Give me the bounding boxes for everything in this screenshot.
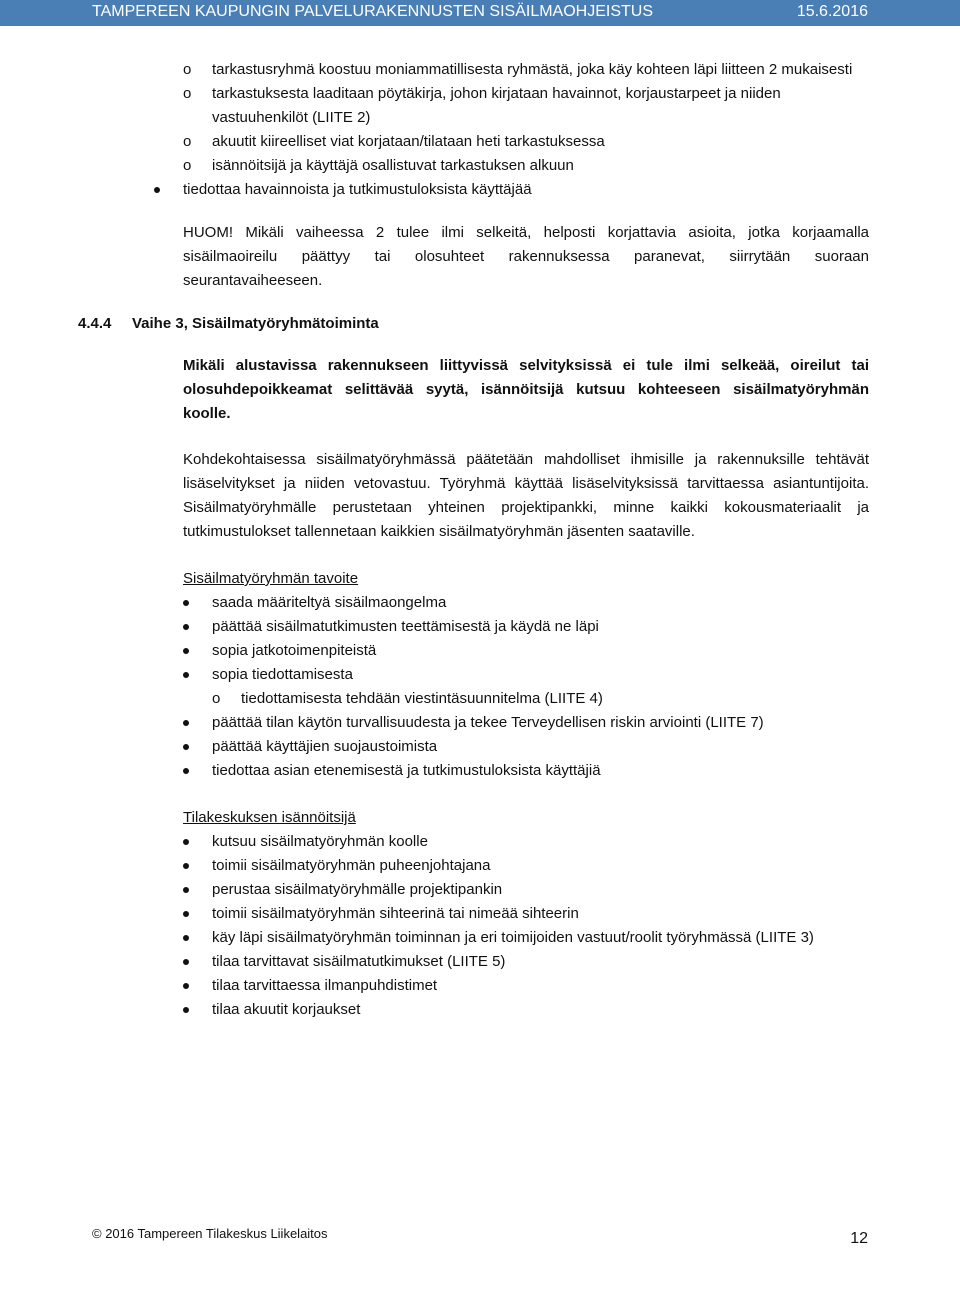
bullet-icon bbox=[183, 863, 189, 869]
tilakeskus-list bbox=[183, 830, 869, 1022]
list-item: toimii sisäilmatyöryhmän sihteerinä tai nimeää sihteerin bbox=[183, 902, 869, 926]
page-header bbox=[0, 0, 960, 26]
section-number: 4.4.4 bbox=[78, 315, 112, 332]
list-item: tiedottaa havainnoista ja tutkimustuloksista käyttäjää bbox=[154, 178, 869, 202]
bullet-icon bbox=[183, 983, 189, 989]
section-heading bbox=[78, 312, 869, 336]
document-body bbox=[78, 58, 869, 1022]
header-date: 15.6.2016 bbox=[796, 3, 868, 20]
bullet-icon bbox=[183, 959, 189, 965]
list-item: kutsuu sisäilmatyöryhmän koolle bbox=[183, 830, 869, 854]
bullet-icon bbox=[183, 839, 189, 845]
bullet-icon bbox=[183, 624, 189, 630]
sub-bullet-marker: o bbox=[212, 690, 221, 707]
list-item: sopia jatkotoimenpiteistä bbox=[183, 639, 869, 663]
list-item: päättää käyttäjien suojaustoimista bbox=[183, 735, 869, 759]
bullet-icon bbox=[183, 1007, 189, 1013]
list-item: tilaa akuutit korjaukset bbox=[183, 998, 869, 1022]
goals-list bbox=[183, 591, 869, 783]
bullet-icon bbox=[183, 600, 189, 606]
header-title: TAMPEREEN KAUPUNGIN PALVELURAKENNUSTEN SISÄILMAOHJEISTUS bbox=[92, 3, 654, 20]
list-item: o akuutit kiireelliset viat korjataan/tilataan heti tarkastuksessa bbox=[154, 130, 869, 154]
sub-bullet-marker: o bbox=[183, 85, 192, 102]
list-item: perustaa sisäilmatyöryhmälle projektipankin bbox=[183, 878, 869, 902]
bullet-icon bbox=[183, 887, 189, 893]
list-item: o tarkastuksesta laaditaan pöytäkirja, johon kirjataan havainnot, korjaustarpeet ja niiden vastuuhenkilöt (LIITE 2) bbox=[154, 82, 869, 130]
page-footer bbox=[92, 1226, 868, 1254]
list-item: päättää tilan käytön turvallisuudesta ja tekee Terveydellisen riskin arviointi (LIITE 7) bbox=[183, 711, 869, 735]
bullet-icon bbox=[183, 768, 189, 774]
sub-bullet-marker: o bbox=[183, 157, 192, 174]
list-item: tilaa tarvittaessa ilmanpuhdistimet bbox=[183, 974, 869, 998]
list-item: käy läpi sisäilmatyöryhmän toiminnan ja eri toimijoiden vastuut/roolit työryhmässä (LIITE 3) bbox=[183, 926, 869, 950]
bold-paragraph: Mikäli alustavissa rakennukseen liittyvissä selvityksissä ei tule ilmi selkeää, oireilut tai olosuhdepoikkeamat selittävää syytä, isännöitsijä kutsuu kohteeseen sisäilmatyöryhmän koolle. bbox=[183, 357, 869, 422]
goals-heading: Sisäilmatyöryhmän tavoite bbox=[183, 570, 359, 587]
list-item: saada määriteltyä sisäilmaongelma bbox=[183, 591, 869, 615]
list-item: sopia tiedottamisesta bbox=[183, 663, 869, 687]
page-number: 12 bbox=[850, 1230, 868, 1247]
bullet-icon bbox=[183, 911, 189, 917]
list-item: tiedottaa asian etenemisestä ja tutkimustuloksista käyttäjiä bbox=[183, 759, 869, 783]
bullet-icon bbox=[183, 648, 189, 654]
list-item: o tiedottamisesta tehdään viestintäsuunnitelma (LIITE 4) bbox=[183, 687, 869, 711]
tilakeskus-heading: Tilakeskuksen isännöitsijä bbox=[183, 809, 356, 826]
body-paragraph: Kohdekohtaisessa sisäilmatyöryhmässä päätetään mahdolliset ihmisille ja rakennuksille tehtävät lisäselvitykset ja niiden vetovastuu. Työryhmä käyttää lisäselvityksissä tarvittaessa asiantuntijoita. Sisäilmatyöryhmälle perustetaan yhteinen projektipankki, minne kaikki kokousmateriaalit ja tutkimustulokset tallennetaan kaikkien sisäilmatyöryhmän jäsenten saataville. bbox=[183, 451, 869, 540]
bullet-icon bbox=[154, 187, 160, 193]
list-item: toimii sisäilmatyöryhmän puheenjohtajana bbox=[183, 854, 869, 878]
bullet-icon bbox=[183, 672, 189, 678]
list-item: päättää sisäilmatutkimusten teettämisestä ja käydä ne läpi bbox=[183, 615, 869, 639]
section-title: Vaihe 3, Sisäilmatyöryhmätoiminta bbox=[132, 315, 379, 332]
sub-bullet-marker: o bbox=[183, 61, 192, 78]
copyright-text: © 2016 Tampereen Tilakeskus Liikelaitos bbox=[92, 1226, 328, 1241]
bullet-icon bbox=[183, 935, 189, 941]
list-item: tilaa tarvittavat sisäilmatutkimukset (LIITE 5) bbox=[183, 950, 869, 974]
top-list bbox=[154, 58, 869, 202]
sub-bullet-marker: o bbox=[183, 133, 192, 150]
bullet-icon bbox=[183, 744, 189, 750]
bullet-icon bbox=[183, 720, 189, 726]
huom-note: HUOM! Mikäli vaiheessa 2 tulee ilmi selkeitä, helposti korjattavia asioita, jotka korjaamalla sisäilmaoireilu päättyy tai olosuhteet rakennuksessa paranevat, siirrytään suoraan seurantavaiheeseen. bbox=[183, 224, 869, 289]
list-item: o tarkastusryhmä koostuu moniammatillisesta ryhmästä, joka käy kohteen läpi liitteen 2 mukaisesti bbox=[154, 58, 869, 82]
list-item: o isännöitsijä ja käyttäjä osallistuvat tarkastuksen alkuun bbox=[154, 154, 869, 178]
